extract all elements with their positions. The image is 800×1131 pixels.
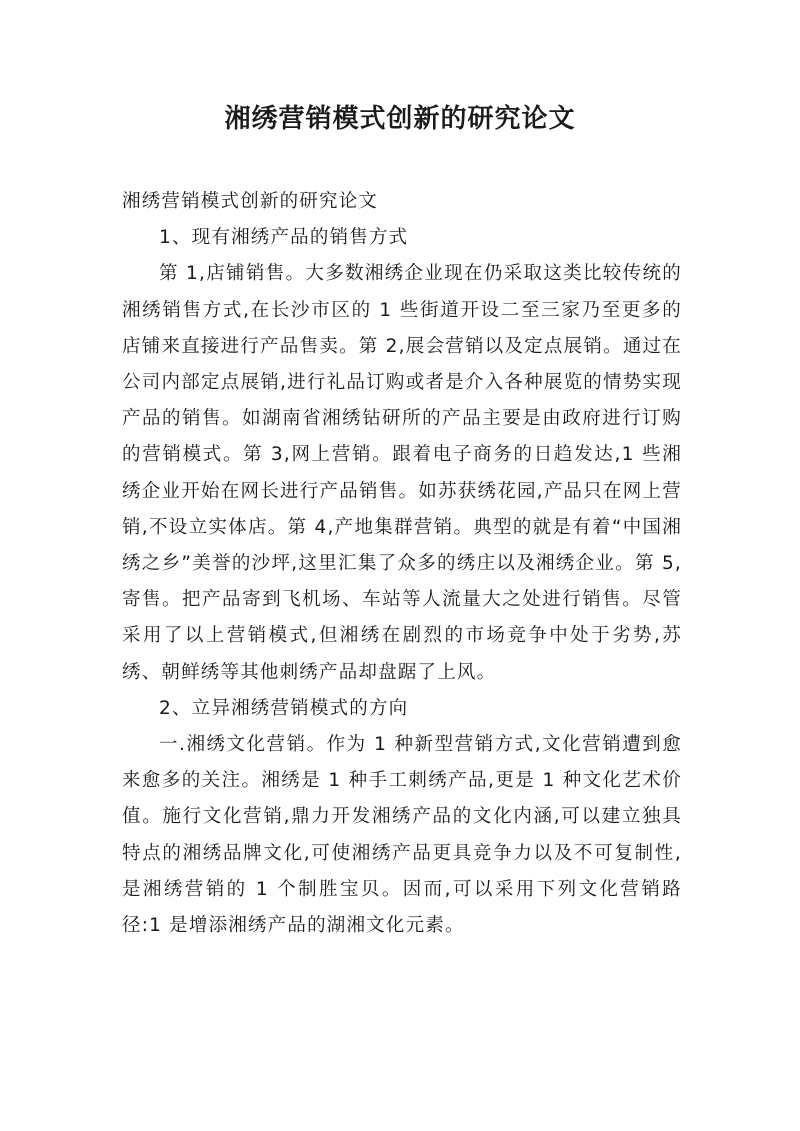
document-body (122, 184, 682, 944)
section-1-paragraph: 第 1,店铺销售。大多数湘绣企业现在仍采取这类比较传统的湘绣销售方式,在长沙市区的 1 些街道开设二至三家乃至更多的店铺来直接进行产品售卖。第 2,展会营销以及定点展销。通过在公司内部定点展销,进行礼品订购或者是介入各种展览的情势实现产品的销售。如湖南省湘绣钻研所的产品主要是由政府进行订购的营销模式。第 3,网上营销。跟着电子商务的日趋发达,1 些湘绣企业开始在网长进行产品销售。如苏获绣花园,产品只在网上营销,不设立实体店。第 4,产地集群营销。典型的就是有着“中国湘绣之乡”美誉的沙坪,这里汇集了众多的绣庄以及湘绣企业。第 5,寄售。把产品寄到飞机场、车站等人流量大之处进行销售。尽管采用了以上营销模式,但湘绣在剧烈的市场竞争中处于劣势,苏绣、朝鲜绣等其他刺绣产品却盘踞了上风。 (122, 263, 682, 683)
section-heading-1: 1、现有湘绣产品的销售方式 (159, 227, 409, 249)
page-title: 湘绣营销模式创新的研究论文 (224, 104, 576, 134)
section-heading-2: 2、立异湘绣营销模式的方向 (159, 697, 409, 719)
document-subtitle: 湘绣营销模式创新的研究论文 (122, 191, 379, 212)
section-2-paragraph: 一.湘绣文化营销。作为 1 种新型营销方式,文化营销遭到愈来愈多的关注。湘绣是 1 种手工刺绣产品,更是 1 种文化艺术价值。施行文化营销,鼎力开发湘绣产品的文化内涵,可以建立独具特点的湘绣品牌文化,可使湘绣产品更具竞争力以及不可复制性,是湘绣营销的 1 个制胜宝贝。因而,可以采用下列文化营销路径:1 是增添湘绣产品的湖湘文化元素。 (122, 734, 682, 937)
